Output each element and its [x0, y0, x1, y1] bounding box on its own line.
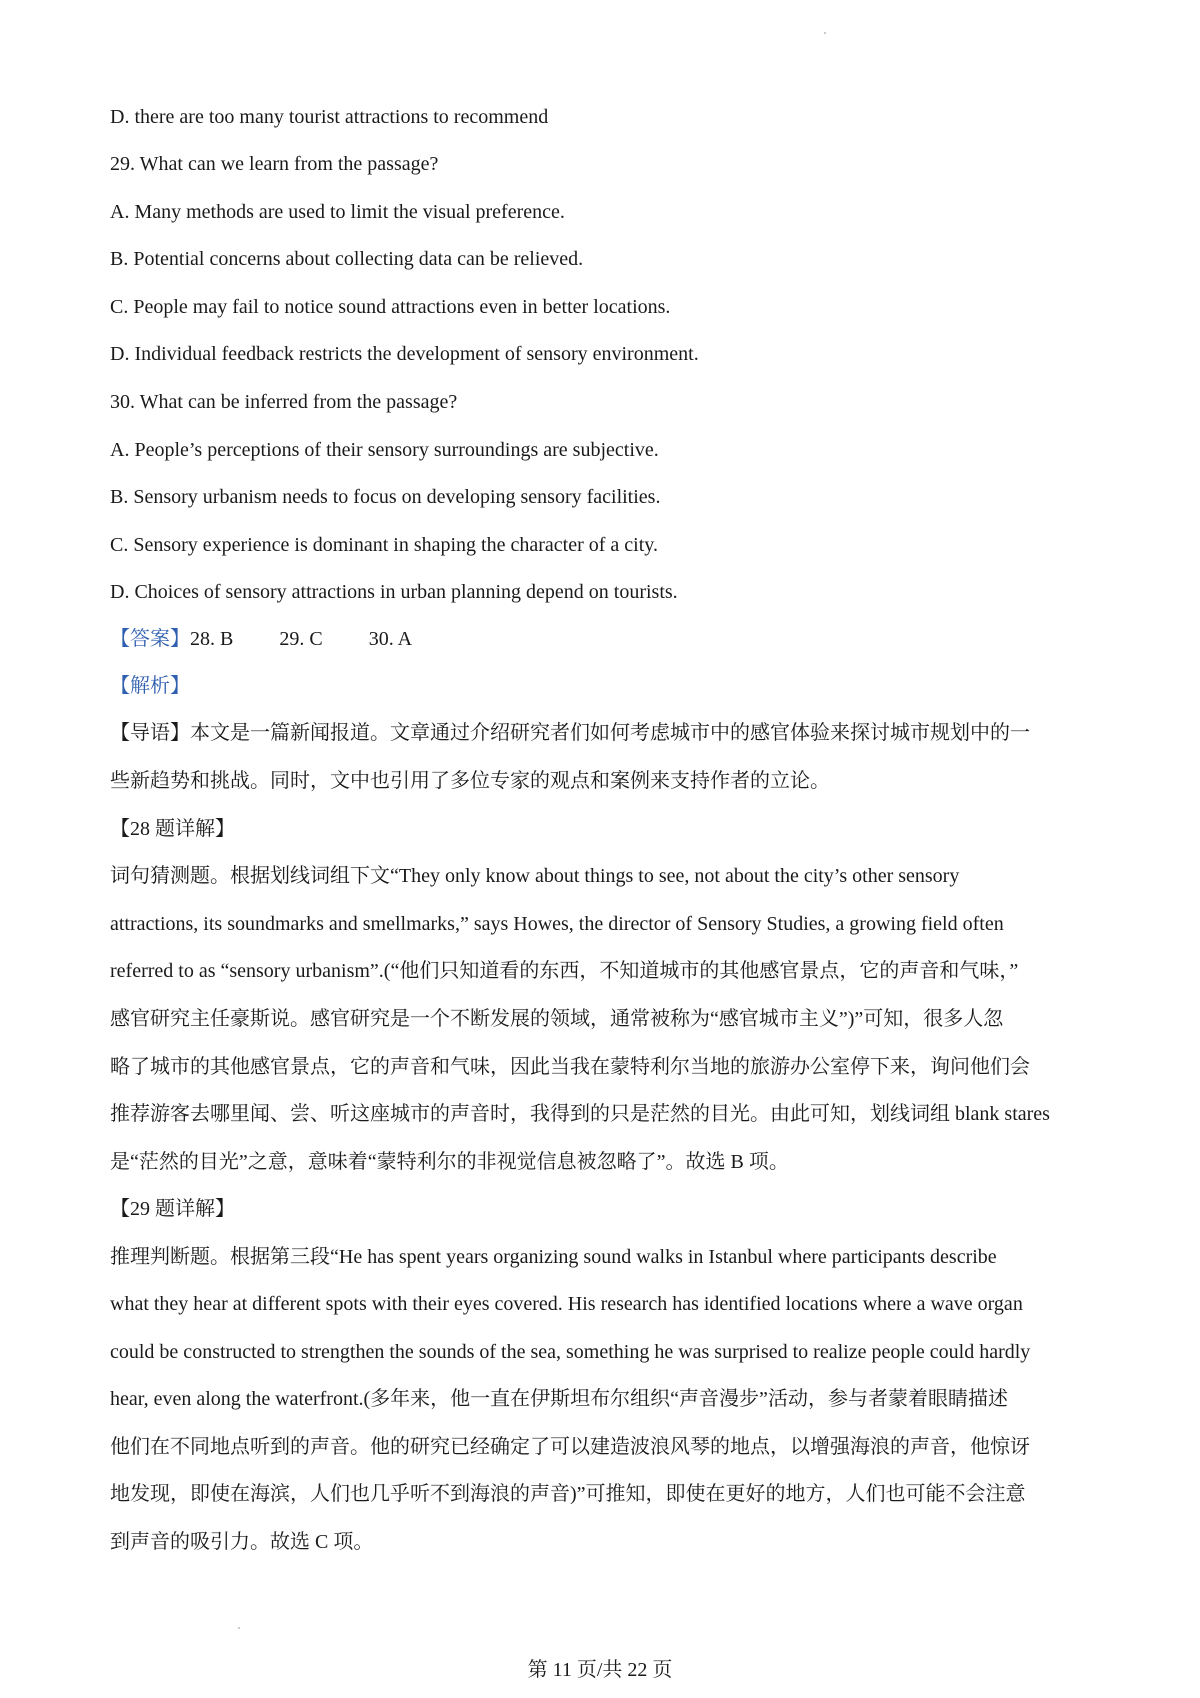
detail-29-line: 地发现，即使在海滨，人们也几乎听不到海浪的声音)”可推知，即使在更好的地方，人们也可能不会注意	[110, 1483, 1026, 1505]
detail-29-line: could be constructed to strengthen the sounds of the sea, something he was surprised to realize people could hardly	[110, 1341, 1031, 1363]
q29-option-c: C. People may fail to notice sound attractions even in better locations.	[110, 296, 671, 318]
q30-option-a: A. People’s perceptions of their sensory surroundings are subjective.	[110, 439, 659, 461]
detail-28-heading: 【28 题详解】	[110, 818, 235, 840]
q30-option-c: C. Sensory experience is dominant in shaping the character of a city.	[110, 534, 658, 556]
q29-option-d: D. Individual feedback restricts the development of sensory environment.	[110, 343, 699, 365]
detail-28-line: 词句猜测题。根据划线词组下文“They only know about things to see, not about the city’s other sensory	[110, 865, 960, 887]
scan-speck	[238, 1627, 240, 1629]
detail-28-line: attractions, its soundmarks and smellmarks,” says Howes, the director of Sensory Studies, a growing field often	[110, 913, 1004, 935]
detail-29-line: 推理判断题。根据第三段“He has spent years organizing sound walks in Istanbul where participants describe	[110, 1246, 997, 1268]
answer-line	[110, 623, 1100, 655]
detail-28-line: 略了城市的其他感官景点，它的声音和气味，因此当我在蒙特利尔当地的旅游办公室停下来，询问他们会	[110, 1056, 1030, 1078]
detail-28-line: 推荐游客去哪里闻、尝、听这座城市的声音时，我得到的只是茫然的目光。由此可知，划线词组 blank stares	[110, 1103, 1050, 1125]
detail-29-line: 到声音的吸引力。故选 C 项。	[110, 1531, 374, 1553]
detail-29-line: hear, even along the waterfront.(多年来，他一直在伊斯坦布尔组织“声音漫步”活动，参与者蒙着眼睛描述	[110, 1388, 1008, 1410]
analysis-label: 【解析】	[110, 675, 190, 697]
answer-28: 28. B	[190, 628, 234, 650]
answer-29: 29. C	[279, 628, 323, 650]
q29-option-a: A. Many methods are used to limit the visual preference.	[110, 201, 565, 223]
detail-28-line: 是“茫然的目光”之意，意味着“蒙特利尔的非视觉信息被忽略了”。故选 B 项。	[110, 1151, 789, 1173]
detail-29-line: 他们在不同地点听到的声音。他的研究已经确定了可以建造波浪风琴的地点，以增强海浪的声音，他惊讶	[110, 1436, 1030, 1458]
detail-28-line: referred to as “sensory urbanism”.(“他们只知道看的东西，不知道城市的其他感官景点，它的声音和气味，”	[110, 960, 1019, 982]
intro-line: 【导语】本文是一篇新闻报道。文章通过介绍研究者们如何考虑城市中的感官体验来探讨城市规划中的一	[110, 722, 1030, 744]
q29-question: 29. What can we learn from the passage?	[110, 153, 439, 175]
detail-29-heading: 【29 题详解】	[110, 1198, 235, 1220]
intro-line: 些新趋势和挑战。同时，文中也引用了多位专家的观点和案例来支持作者的立论。	[110, 770, 830, 792]
q30-option-b: B. Sensory urbanism needs to focus on developing sensory facilities.	[110, 486, 661, 508]
answer-30: 30. A	[368, 628, 413, 650]
q29-option-b: B. Potential concerns about collecting data can be relieved.	[110, 248, 584, 270]
page-footer: 第 11 页/共 22 页	[527, 1659, 673, 1681]
answer-label: 【答案】	[110, 628, 190, 650]
scan-speck	[824, 32, 826, 34]
q30-option-d: D. Choices of sensory attractions in urban planning depend on tourists.	[110, 581, 678, 603]
q30-question: 30. What can be inferred from the passage?	[110, 391, 458, 413]
detail-29-line: what they hear at different spots with their eyes covered. His research has identified locations where a wave organ	[110, 1293, 1023, 1315]
q28-option-d: D. there are too many tourist attractions to recommend	[110, 106, 549, 128]
detail-28-line: 感官研究主任豪斯说。感官研究是一个不断发展的领域，通常被称为“感官城市主义”)”可知，很多人忽	[110, 1008, 1004, 1030]
